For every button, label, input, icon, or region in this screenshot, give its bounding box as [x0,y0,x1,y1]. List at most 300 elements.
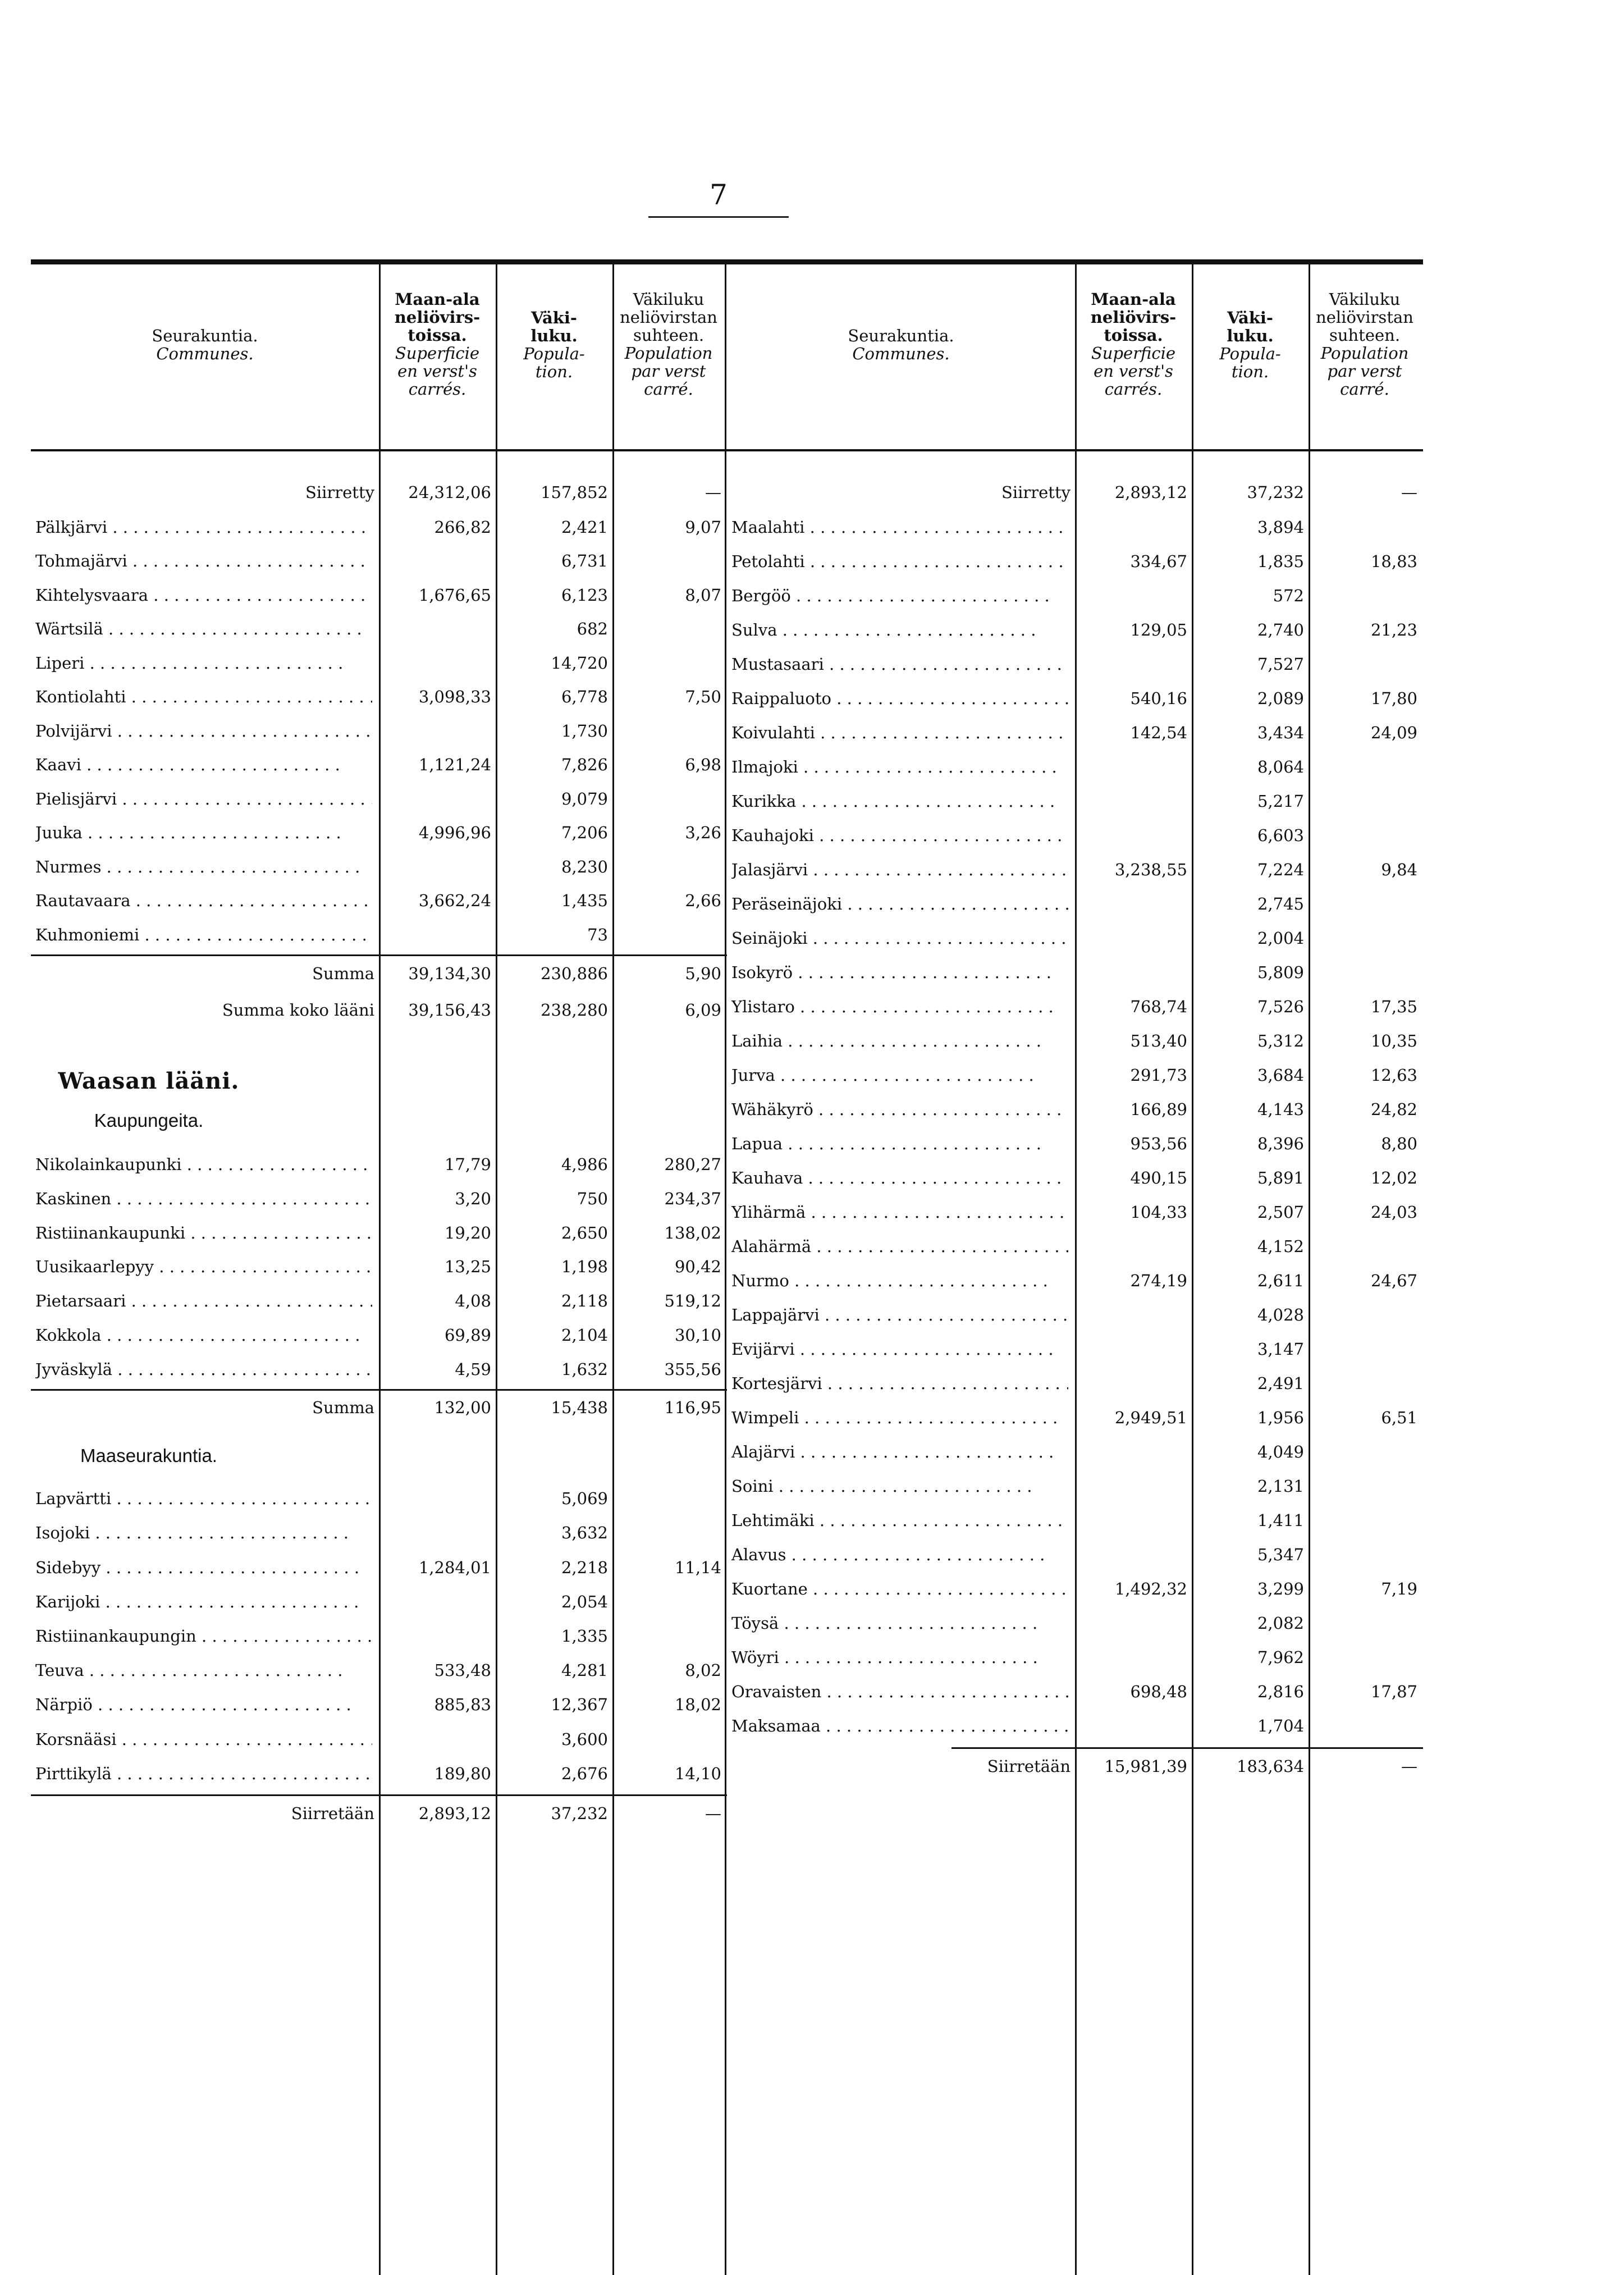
cell-area: 142,54 [1130,723,1187,742]
row-label: Summa [312,1398,374,1417]
cell-population: 7,527 [1257,655,1304,674]
cell-population: 3,684 [1257,1066,1304,1085]
row-label: Siirretty [305,483,374,502]
cell-density: 14,10 [674,1764,721,1783]
cell-population: 3,147 [1257,1340,1304,1359]
section-title: Waasan lääni. [58,1068,240,1094]
cell-population: 572 [1273,586,1304,605]
commune-name: Wähäkyrö . . . [731,1100,1068,1119]
cell-population: 1,730 [561,721,608,741]
cell-area: 189,80 [434,1764,491,1783]
cell-area: 291,73 [1130,1066,1187,1085]
cell-population: 1,411 [1257,1511,1304,1530]
cell-population: 2,004 [1257,929,1304,948]
commune-name: Kurikka . . . [731,792,1068,811]
cell-population: 15,438 [551,1398,608,1417]
table-row [727,546,1423,579]
header-dens-fi-2: neliövirstan [1316,308,1413,327]
commune-name: Lappajärvi . . . [731,1305,1068,1324]
commune-name: Kuhmoniemi . . . [35,925,372,944]
cell-density: 8,07 [685,586,721,605]
cell-density: 6,51 [1381,1408,1417,1427]
cell-density: 234,37 [664,1189,721,1208]
cell-density: 10,35 [1370,1031,1417,1050]
cell-area: 166,89 [1130,1100,1187,1119]
commune-name: Sulva . . . [731,620,1068,639]
commune-name: Alavus . . . [731,1545,1068,1564]
header-area-fi-1: Maan-ala [1091,290,1176,309]
commune-name: Alahärmä . . . [731,1237,1068,1256]
summa-laani-row [31,995,727,1027]
commune-name: Kauhajoki . . . [731,826,1068,845]
cell-population: 2,491 [1257,1374,1304,1393]
table-row [31,1149,727,1182]
cell-density: 138,02 [664,1223,721,1242]
table-row [727,889,1423,921]
cell-area: 129,05 [1130,620,1187,639]
cell-population: 7,826 [561,755,608,774]
table-row [31,750,727,782]
table-row [727,512,1423,545]
cell-area: 334,67 [1130,552,1187,571]
commune-name: Koivulahti . . . [731,723,1068,742]
table-row [31,546,727,578]
cell-population: 2,676 [561,1764,608,1783]
commune-name: Lapvärtti . . . [35,1489,372,1508]
table-row [727,1060,1423,1093]
header-pop-fi-1: Väki- [531,308,577,327]
carried-out-row [31,1798,727,1831]
cell-density: 519,12 [664,1291,721,1310]
cell-density: 24,67 [1370,1271,1417,1290]
cell-density: 3,26 [685,823,721,842]
row-label: Summa [312,964,374,983]
commune-name: Pielisjärvi . . . [35,789,372,808]
header-dens-fi-2: neliövirstan [620,308,717,327]
header-population [1192,309,1309,381]
table-row [727,820,1423,853]
cell-area: 19,20 [444,1223,491,1242]
header-area-fi-3: toissa. [1104,326,1163,345]
cell-population: 7,962 [1257,1648,1304,1667]
table-row [31,852,727,884]
cell-density: 5,90 [685,964,721,983]
cell-population: 3,632 [561,1523,608,1542]
commune-name: Ristiinankaupunki . . . [35,1223,372,1242]
cell-population: 2,054 [561,1592,608,1611]
cell-population: 5,217 [1257,792,1304,811]
rural-title: Maaseurakuntia. [80,1445,217,1466]
table-row [727,1608,1423,1641]
commune-name: Wimpeli . . . [731,1408,1068,1427]
cell-population: 8,396 [1257,1134,1304,1153]
header-communes [31,327,379,363]
commune-name: Isokyrö . . . [731,963,1068,982]
cell-area: 3,238,55 [1114,860,1187,879]
commune-name: Ilmajoki . . . [731,757,1068,776]
header-communes [727,327,1075,363]
table-row [727,1163,1423,1195]
cell-area: 1,676,65 [418,586,491,605]
row-label: Siirretään [987,1757,1071,1776]
commune-name: Wärtsilä . . . [35,619,372,638]
cell-population: 1,335 [561,1627,608,1646]
commune-name: Kaskinen . . . [35,1189,372,1208]
cell-density: 9,84 [1381,860,1417,879]
cell-density: 280,27 [664,1155,721,1174]
table-row [727,1266,1423,1298]
table-row [31,1758,727,1791]
commune-name: Teuva . . . [35,1661,372,1680]
table-row [727,683,1423,716]
cell-area: 533,48 [434,1661,491,1680]
cell-area: 104,33 [1130,1203,1187,1222]
table-row [727,1711,1423,1743]
cell-population: 6,731 [561,551,608,570]
cell-density: 116,95 [664,1398,721,1417]
header-pop-fi-1: Väki- [1227,308,1273,327]
table-row [31,682,727,714]
cell-density: 12,63 [1370,1066,1417,1085]
commune-name: Nurmes . . . [35,857,372,876]
cell-population: 5,312 [1257,1031,1304,1050]
cell-population: 5,809 [1257,963,1304,982]
cell-area: 3,662,24 [418,891,491,910]
commune-name: Pirttikylä . . . [35,1764,372,1783]
cell-density: 24,03 [1370,1203,1417,1222]
commune-name: Töysä . . . [731,1614,1068,1633]
cell-area: 2,893,12 [418,1804,491,1823]
cell-population: 5,347 [1257,1545,1304,1564]
table-row [727,1231,1423,1264]
header-communes-fi: Seurakuntia. [848,326,954,345]
sum-rule [951,1747,1423,1749]
commune-name: Ylihärmä . . . [731,1203,1068,1222]
cell-area: 39,134,30 [408,964,491,983]
table-row [727,1642,1423,1675]
cell-population: 6,123 [561,586,608,605]
commune-name: Karijoki . . . [35,1592,372,1611]
cell-population: 2,218 [561,1558,608,1577]
header-density [1309,290,1421,398]
commune-name: Rautavaara . . . [35,891,372,910]
cell-area: 490,15 [1130,1168,1187,1187]
table-row [727,1026,1423,1058]
table-row [727,1505,1423,1538]
cell-population: 1,632 [561,1360,608,1379]
header-area-fr-2: en verst's [397,362,477,381]
header-dens-fi-3: suhteen. [633,326,705,345]
cell-area: 1,121,24 [418,755,491,774]
cell-density: — [705,483,721,502]
cell-density: 21,23 [1370,620,1417,639]
commune-name: Kaavi . . . [35,755,372,774]
table-row [727,1094,1423,1127]
commune-name: Petolahti . . . [731,552,1068,571]
commune-name: Pälkjärvi . . . [35,518,372,537]
header-pop-fr-2: tion. [1231,362,1269,381]
commune-name: Mustasaari . . . [731,655,1068,674]
header-dens-fi-1: Väkiluku [1329,290,1401,309]
header-area-fr-2: en verst's [1094,362,1173,381]
commune-name: Lapua . . . [731,1134,1068,1153]
cell-density: 24,09 [1370,723,1417,742]
cell-population: 9,079 [561,789,608,808]
table-row [727,649,1423,682]
carried-row [727,477,1423,510]
commune-name: Oravaisten . . . [731,1682,1068,1701]
table-row [31,1724,727,1757]
cell-density: 30,10 [674,1326,721,1345]
cell-area: 274,19 [1130,1271,1187,1290]
table-row [727,957,1423,990]
left-table [31,259,727,2275]
carried-row [31,477,727,510]
cell-population: 37,232 [551,1804,608,1823]
cell-area: 266,82 [434,518,491,537]
header-communes-fr: Communes. [852,344,950,363]
cell-population: 14,720 [551,654,608,673]
table-row [727,1334,1423,1367]
cell-area: 69,89 [444,1326,491,1345]
cell-area: 1,492,32 [1114,1579,1187,1598]
cell-area: 1,284,01 [418,1558,491,1577]
cell-population: 3,299 [1257,1579,1304,1598]
cell-density: — [1401,1757,1417,1776]
commune-name: Ristiinankaupungin . . . [35,1627,372,1646]
cell-population: 183,634 [1237,1757,1304,1776]
cell-density: 24,82 [1370,1100,1417,1119]
cell-area: 13,25 [444,1257,491,1276]
table-row [31,1655,727,1688]
cell-area: 4,996,96 [418,823,491,842]
cell-density: 12,02 [1370,1168,1417,1187]
cell-density: 90,42 [674,1257,721,1276]
commune-name: Maksamaa . . . [731,1716,1068,1735]
table-row [31,1483,727,1516]
cell-population: 4,028 [1257,1305,1304,1324]
cell-area: 3,20 [455,1189,491,1208]
commune-name: Maalahti . . . [731,518,1068,537]
header-area-fr-1: Superficie [1091,344,1176,363]
header-dens-fr-1: Population [624,344,713,363]
cell-density: 7,19 [1381,1579,1417,1598]
header-dens-fr-2: par verst [1327,362,1402,381]
table-row [727,1300,1423,1332]
table-row [31,1218,727,1250]
table-row [31,716,727,748]
towns-title: Kaupungeita. [94,1110,204,1131]
header-area-fi-1: Maan-ala [395,290,480,309]
table-row [727,1437,1423,1469]
cell-density: 6,09 [685,1001,721,1020]
cell-area: 4,08 [455,1291,491,1310]
commune-name: Sidebyy . . . [35,1558,372,1577]
cell-density: 17,80 [1370,689,1417,708]
table-row [727,1574,1423,1606]
table-row [31,648,727,680]
cell-population: 6,603 [1257,826,1304,845]
cell-population: 1,956 [1257,1408,1304,1427]
table-row [31,1354,727,1387]
header-area-fr-1: Superficie [395,344,480,363]
table-row [31,1286,727,1318]
cell-population: 8,230 [561,857,608,876]
table-row [727,786,1423,819]
table-row [31,614,727,646]
cell-population: 2,104 [561,1326,608,1345]
cell-density: 17,87 [1370,1682,1417,1701]
cell-density: 18,83 [1370,552,1417,571]
table-row [31,885,727,918]
header-density [612,290,725,398]
carried-out-row [727,1751,1423,1784]
cell-density: — [705,1804,721,1823]
cell-population: 4,281 [561,1661,608,1680]
table-row [727,615,1423,647]
table-row [727,1471,1423,1504]
cell-area: 17,79 [444,1155,491,1174]
table-row [31,920,727,952]
cell-density: 7,50 [685,687,721,706]
header-area-fi-2: neliövirs- [394,308,481,327]
cell-population: 37,232 [1247,483,1304,502]
table-row [31,512,727,545]
row-label: Siirretty [1001,483,1071,502]
cell-population: 2,118 [561,1291,608,1310]
cell-density: 18,02 [674,1695,721,1714]
table-row [727,581,1423,613]
table-row [31,1621,727,1653]
cell-area: 132,00 [434,1398,491,1417]
header-area-fr-3: carrés. [1104,380,1163,399]
cell-area: 540,16 [1130,689,1187,708]
cell-population: 4,986 [561,1155,608,1174]
table-row [727,923,1423,956]
commune-name: Evijärvi . . . [731,1340,1068,1359]
table-row [31,817,727,850]
commune-name: Polvijärvi . . . [35,721,372,741]
commune-name: Kontiolahti . . . [35,687,372,706]
header-dens-fi-1: Väkiluku [633,290,705,309]
cell-population: 1,198 [561,1257,608,1276]
cell-population: 230,886 [541,964,608,983]
cell-population: 2,650 [561,1223,608,1242]
cell-population: 1,435 [561,891,608,910]
cell-population: 2,816 [1257,1682,1304,1701]
cell-population: 4,152 [1257,1237,1304,1256]
row-label: Siirretään [291,1804,374,1823]
cell-population: 2,745 [1257,894,1304,913]
header-population [496,309,612,381]
header-area-fr-3: carrés. [408,380,466,399]
commune-name: Ylistaro . . . [731,997,1068,1016]
commune-name: Jurva . . . [731,1066,1068,1085]
page-number: 7 [710,179,728,211]
header-pop-fr-1: Popula- [523,344,585,363]
cell-population: 4,049 [1257,1442,1304,1461]
cell-area: 698,48 [1130,1682,1187,1701]
header-area-fi-2: neliövirs- [1090,308,1177,327]
cell-area: 513,40 [1130,1031,1187,1050]
cell-population: 2,421 [561,518,608,537]
cell-area: 3,098,33 [418,687,491,706]
sum-rule [31,1794,727,1796]
cell-density: 6,98 [685,755,721,774]
cell-area: 953,56 [1130,1134,1187,1153]
cell-density: 11,14 [674,1558,721,1577]
header-dens-fr-2: par verst [631,362,706,381]
header-pop-fi-2: luku. [530,326,578,345]
table-row [727,1539,1423,1572]
header-dens-fr-3: carré. [644,380,693,399]
header-communes-fi: Seurakuntia. [152,326,258,345]
cell-area: 2,893,12 [1114,483,1187,502]
cell-population: 5,891 [1257,1168,1304,1187]
cell-density: 8,02 [685,1661,721,1680]
cell-area: 24,312,06 [408,483,491,502]
sum-rule [31,1389,727,1391]
table-row [31,1587,727,1619]
commune-name: Alajärvi . . . [731,1442,1068,1461]
commune-name: Juuka . . . [35,823,372,842]
commune-name: Wöyri . . . [731,1648,1068,1667]
cell-population: 2,131 [1257,1477,1304,1496]
cell-population: 8,064 [1257,757,1304,776]
cell-population: 238,280 [541,1001,608,1020]
right-table [727,259,1423,2275]
table-row [727,752,1423,784]
cell-population: 750 [577,1189,608,1208]
table-row [727,1403,1423,1435]
cell-population: 3,600 [561,1730,608,1749]
commune-name: Isojoki . . . [35,1523,372,1542]
commune-name: Kokkola . . . [35,1326,372,1345]
cell-density: 355,56 [664,1360,721,1379]
cell-population: 5,069 [561,1489,608,1508]
header-dens-fr-3: carré. [1340,380,1389,399]
cell-population: 2,611 [1257,1271,1304,1290]
cell-population: 682 [577,619,608,638]
cell-population: 7,526 [1257,997,1304,1016]
table-row [31,1251,727,1284]
page-number-rule [648,216,789,218]
header-pop-fr-1: Popula- [1219,344,1281,363]
commune-name: Raippaluoto . . . [731,689,1068,708]
row-label: Summa koko lääni [222,1001,374,1020]
cell-population: 2,089 [1257,689,1304,708]
commune-name: Tohmajärvi . . . [35,551,372,570]
cell-density: 9,07 [685,518,721,537]
commune-name: Liperi . . . [35,654,372,673]
summa-row [31,958,727,991]
commune-name: Jyväskylä . . . [35,1360,372,1379]
cell-area: 4,59 [455,1360,491,1379]
header-area-fi-3: toissa. [408,326,467,345]
table-row [31,1320,727,1353]
table-row [31,1518,727,1550]
cell-population: 157,852 [541,483,608,502]
commune-name: Uusikaarlepyy . . . [35,1257,372,1276]
cell-population: 4,143 [1257,1100,1304,1119]
table-row [727,1368,1423,1401]
table-row [31,580,727,613]
header-area [379,290,496,398]
header-area [1075,290,1192,398]
table-row [727,1129,1423,1161]
cell-population: 1,835 [1257,552,1304,571]
cell-population: 3,894 [1257,518,1304,537]
